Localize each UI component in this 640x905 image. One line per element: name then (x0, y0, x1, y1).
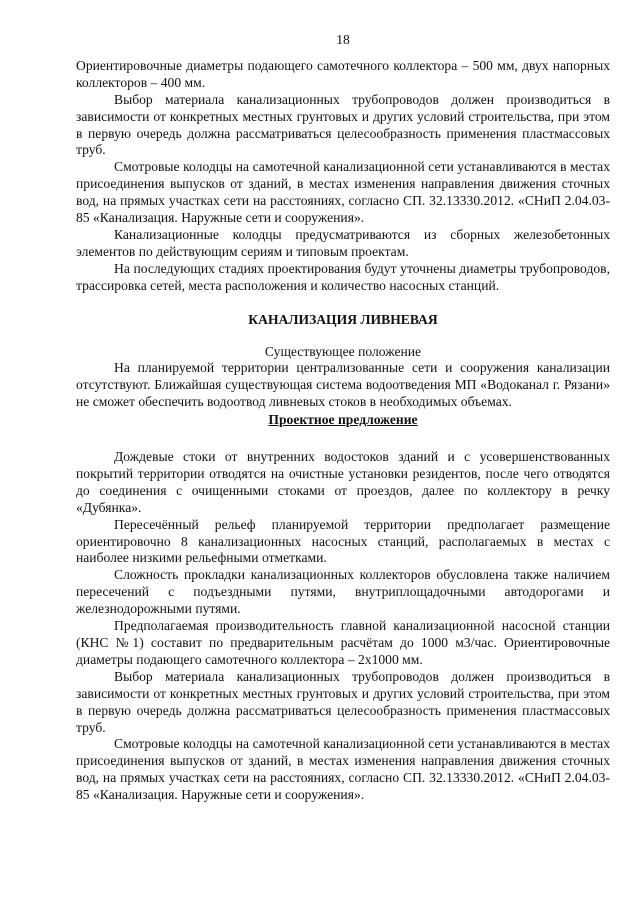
paragraph-manholes-2: Смотровые колодцы на самотечной канализационной сети устанавливаются в местах присоединения выпусков от зданий, в местах изменения направления движения сточных вод, на прямых участках сети на расстояниях, согласно СП. 32.13330.2012. «СНиП 2.04.03-85 «Канализация. Наружные сети и сооружения». (76, 736, 610, 803)
paragraph-next-stages: На последующих стадиях проектирования будут уточнены диаметры трубопроводов, трассировка сетей, места расположения и количество насосных станций. (76, 260, 610, 293)
paragraph-concrete-wells: Канализационные колодцы предусматриваются из сборных железобетонных элементов по действующим сериям и типовым проектам. (76, 226, 610, 259)
section-title: КАНАЛИЗАЦИЯ ЛИВНЕВАЯ (248, 311, 438, 327)
paragraph-crossings: Сложность прокладки канализационных коллекторов обусловлена также наличием пересечений с подъездными путями, внутриплощадочными автодорогами и железнодорожными путями. (76, 567, 610, 617)
paragraph-diameters: Ориентировочные диаметры подающего самотечного коллектора – 500 мм, двух напорных коллекторов – 400 мм. (76, 57, 610, 90)
document-page (76, 32, 610, 804)
paragraph-pipe-material-2: Выбор материала канализационных трубопроводов должен производиться в зависимости от конкретных местных грунтовых и других условий строительства, при этом в первую очередь должна рассматриваться целесообразность применения пластмассовых труб. (76, 668, 610, 735)
paragraph-capacity: Предполагаемая производительность главной канализационной насосной станции (КНС №1) составит по предварительным расчётам до 1000 м3/час. Ориентировочные диаметры подающего самотечного коллектора – 2х1000 мм. (76, 618, 610, 667)
paragraph-pump-stations: Пересечённый рельеф планируемой территории предполагает размещение ориентировочно 8 канализационных насосных станций, располагаемых в местах с наиболее низкими рельефными отметками. (76, 516, 610, 566)
paragraph-rain-runoff: Дождевые стоки от внутренних водостоков зданий и с усовершенствованных покрытий территории отводятся на очистные установки резидентов, после чего отводятся до соединения с очищенными стоками от проездов, далее по коллектору в речку «Дубянка». (76, 449, 610, 515)
page-number: 18 (336, 32, 350, 47)
paragraph-existing: На планируемой территории централизованные сети и сооружения канализации отсутствуют. Ближайшая существующая система водоотведения МП «Водоканал г. Рязани» не сможет обеспечить водоотвод ливневых стоков в необходимых объемах. (76, 360, 610, 410)
proposal-subtitle: Проектное предложение (268, 412, 418, 428)
paragraph-pipe-material: Выбор материала канализационных трубопроводов должен производиться в зависимости от конкретных местных грунтовых и других условий строительства, при этом в первую очередь должна рассматриваться целесообразность применения пластмассовых труб. (76, 91, 610, 158)
paragraph-manholes: Смотровые колодцы на самотечной канализационной сети устанавливаются в местах присоединения выпусков от зданий, в местах изменения направления движения сточных вод, на прямых участках сети на расстояниях, согласно СП. 32.13330.2012. «СНиП 2.04.03-85 «Канализация. Наружные сети и сооружения». (76, 159, 610, 226)
existing-subtitle: Существующее положение (264, 343, 422, 359)
